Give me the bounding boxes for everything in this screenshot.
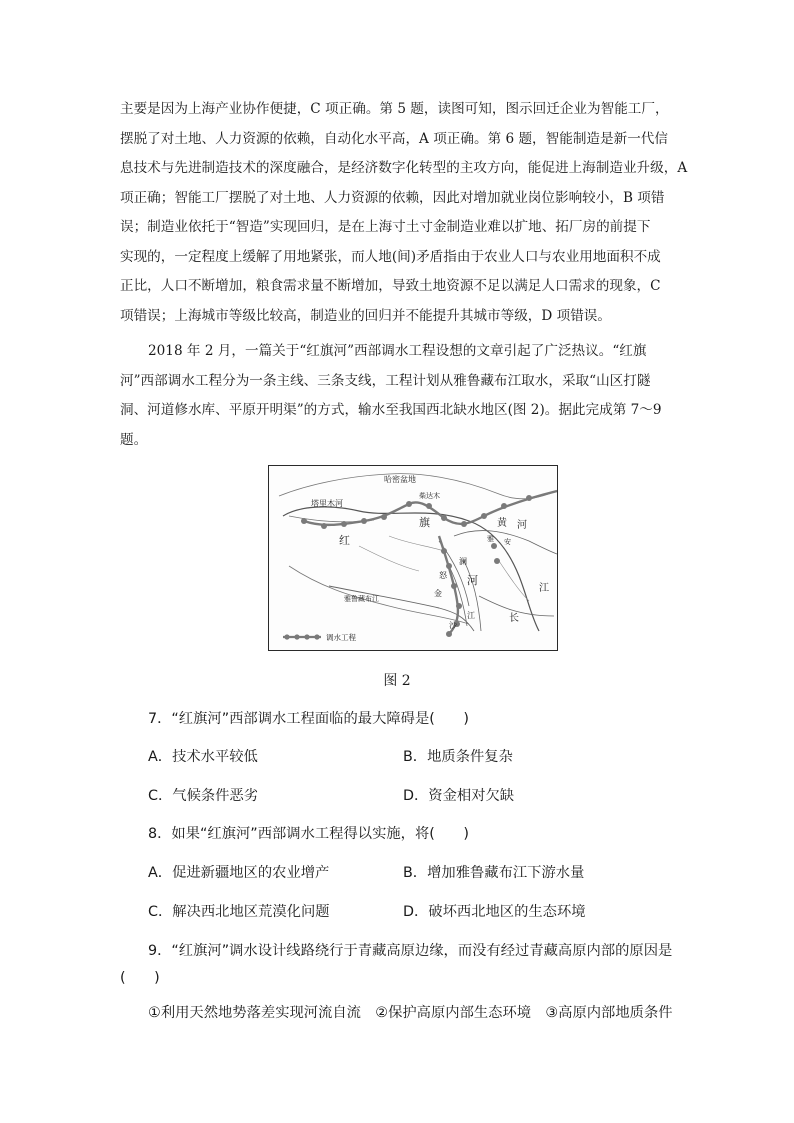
text-line: 误；制造业依托于“智造”实现回归，是在上海寸土寸金制造业难以扩地、拓厂房的前提下: [120, 219, 651, 235]
text-line: 题。: [120, 431, 148, 448]
label-tarim: 塔里木河: [311, 499, 343, 508]
text-line: 摆脱了对土地、人力资源的依赖，自动化水平高，A 项正确。第 6 题，智能制造是新一代信: [120, 130, 668, 147]
label-jiang2: 江: [539, 583, 549, 594]
text-line: 2018 年 2 月，一篇关于“红旗河”西部调水工程设想的文章引起了广泛热议。“红旗: [148, 343, 647, 359]
text-line: 洞、河道修水库、平原开明渠”的方式，输水至我国西北缺水地区(图 2)。据此完成第 7～9: [120, 402, 662, 418]
map-svg: [269, 466, 557, 650]
label-he2: 河: [517, 520, 527, 531]
water-diversion-map: [268, 465, 558, 651]
legend-label: 调水工程: [326, 633, 356, 642]
label-sha: 沙: [449, 621, 457, 630]
text-line: 实现的，一定程度上缓解了用地紧张，而人地(间)矛盾指由于农业人口与农业用地面积不成: [120, 248, 661, 265]
q7-option-b[interactable]: B．地质条件复杂: [403, 749, 513, 765]
label-jiang: 江: [467, 611, 475, 620]
question-9-stem-continued: ( ): [120, 970, 160, 986]
text-line: 河”西部调水工程分为一条主线、三条支线，工程计划从雅鲁藏布江取水，采取“山区打隧: [120, 372, 651, 389]
label-yarlung: 雅鲁藏布江: [344, 595, 379, 603]
text-line: 项错误；上海城市等级比较高，制造业的回归并不能提升其城市等级，D 项错误。: [120, 307, 611, 324]
q8-option-a[interactable]: A．促进新疆地区的农业增产: [148, 865, 330, 881]
label-qi: 旗: [419, 516, 430, 529]
text-line: 项正确；智能工厂摆脱了对土地、人力资源的依赖，因此对增加就业岗位影响较小，B 项错: [120, 189, 665, 206]
text-line: 主要是因为上海产业协作便捷，C 项正确。第 5 题，读图可知，图示回迁企业为智能工厂，: [120, 101, 669, 117]
northern-border: [279, 474, 557, 499]
label-ya: 雅: [487, 535, 494, 543]
label-hami: 哈密盆地: [384, 475, 416, 484]
label-chang: 长: [509, 613, 519, 624]
q8-option-b[interactable]: B．增加雅鲁藏布江下游水量: [403, 865, 585, 881]
q8-option-d[interactable]: D．破坏西北地区的生态环境: [403, 904, 586, 920]
material-paragraph: [120, 337, 678, 455]
label-hong: 红: [339, 534, 350, 547]
text-line: 息技术与先进制造技术的深度融合，是经济数字化转型的主攻方向，能促进上海制造业升级，A: [120, 160, 688, 176]
figure-caption: 图 2: [383, 673, 411, 689]
route-nodes: [301, 495, 532, 637]
q7-option-d[interactable]: D．资金相对欠缺: [403, 788, 515, 804]
label-an: 安: [504, 538, 511, 546]
label-qaidam: 柴达木: [419, 492, 440, 500]
label-nu: 怒: [439, 571, 447, 580]
text-line: 正比，人口不断增加，粮食需求量不断增加，导致土地资源不足以满足人口需求的现象，C: [120, 278, 661, 294]
q7-option-c[interactable]: C．气候条件恶劣: [148, 788, 259, 804]
diversion-route: [304, 491, 557, 634]
q8-option-c[interactable]: C．解决西北地区荒漠化问题: [148, 904, 330, 920]
label-huang: 黄: [497, 518, 507, 529]
question-8-stem: 8．如果“红旗河”西部调水工程得以实施，将( ): [148, 826, 470, 842]
label-he: 河: [467, 574, 478, 587]
label-jin: 金: [434, 589, 442, 598]
q7-option-a[interactable]: A．技术水平较低: [148, 749, 258, 765]
question-7-stem: 7．“红旗河”西部调水工程面临的最大障碍是( ): [148, 711, 470, 727]
explanation-paragraph: [120, 95, 688, 331]
question-9-stem: 9．“红旗河”调水设计线路绕行于青藏高原边缘，而没有经过青藏高原内部的原因是: [148, 943, 673, 959]
q9-statements: ①利用天然地势落差实现河流自流 ②保护高原内部生态环境 ③高原内部地质条件: [148, 1005, 673, 1021]
label-lan: 澜: [459, 557, 467, 566]
